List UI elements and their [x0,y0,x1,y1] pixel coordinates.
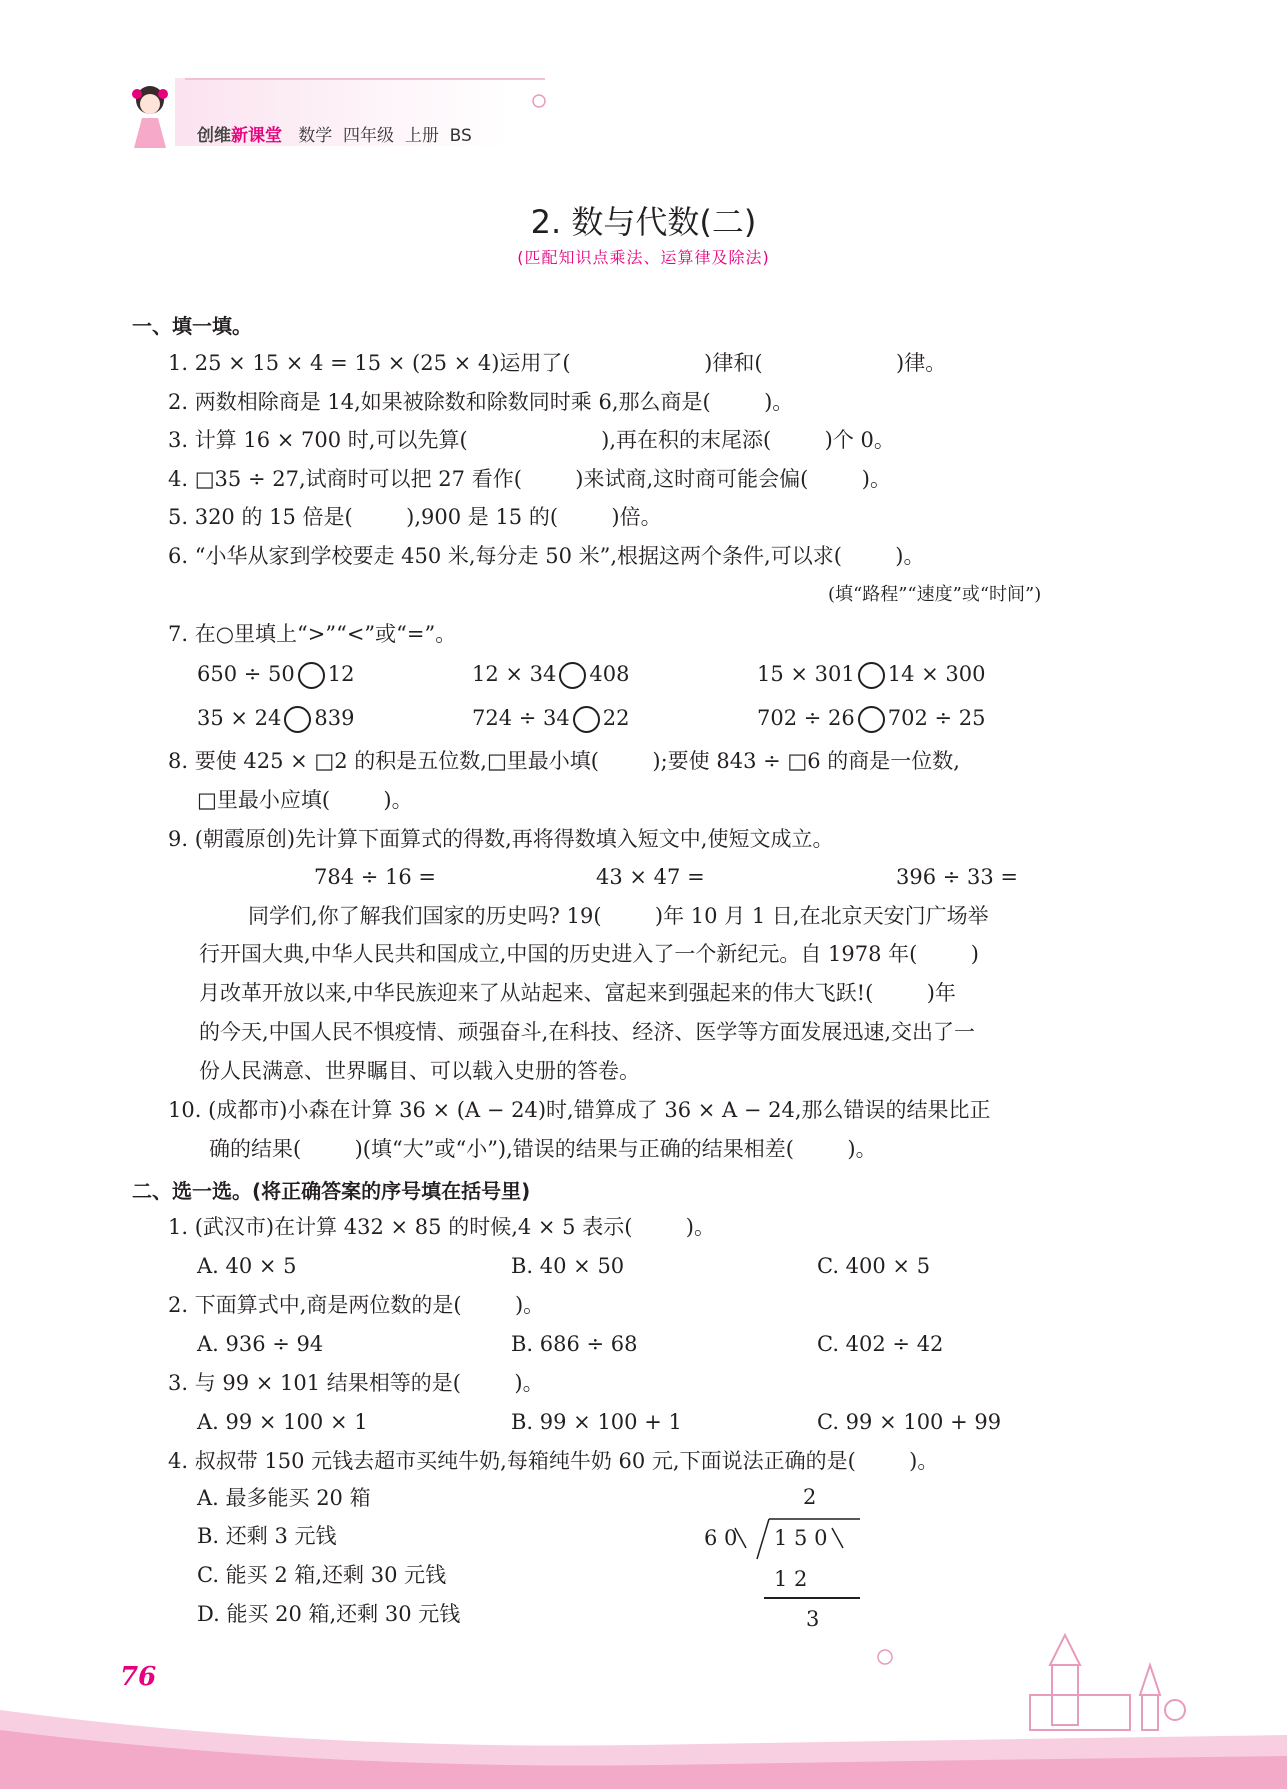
compare-left: 35 × 24 [197,706,282,730]
s1-question-1: 1. 25 × 15 × 4 = 15 × (25 × 4)运用了( )律和( )律。 [168,351,947,375]
option: B. 686 ÷ 68 [511,1332,638,1356]
castle-illustration [1010,1625,1190,1735]
brand-name-a: 创维 [197,126,231,146]
s1-question-5: 5. 320 的 15 倍是( ),900 是 15 的( )倍。 [168,505,662,529]
compare-circle[interactable] [284,706,311,733]
option: C. 400 × 5 [817,1254,931,1278]
s1-question-8b: □里最小应填( )。 [197,788,413,812]
q9-expression: 396 ÷ 33 = [896,865,1019,889]
s1-question-8a: 8. 要使 425 × □2 的积是五位数,□里最小填( );要使 843 ÷ □6 的商是一位数, [168,749,960,773]
division-quotient: 2 [803,1485,817,1509]
compare-item [757,662,986,689]
q9-expression: 43 × 47 = [596,865,705,889]
grade: 四年级 [343,126,395,146]
option: C. 99 × 100 + 99 [817,1410,1002,1434]
division-product: 1 2 [774,1567,808,1591]
option: D. 能买 20 箱,还剩 30 元钱 [197,1602,461,1626]
compare-item [197,706,354,733]
compare-left: 15 × 301 [757,662,855,686]
compare-right: 22 [602,706,630,730]
header-rule [185,78,545,80]
page-number: 76 [120,1662,157,1692]
q9-passage-line: 月改革开放以来,中华民族迎来了从站起来、富起来到强起来的伟大飞跃!( )年 [199,981,956,1005]
s1-question-9: 9. (朝霞原创)先计算下面算式的得数,再将得数填入短文中,使短文成立。 [168,827,834,851]
compare-item [197,662,355,689]
division-dividend: 1 5 0 [774,1526,828,1550]
compare-item [472,706,630,733]
section1-heading: 一、填一填。 [132,314,252,338]
q9-passage-line: 同学们,你了解我们国家的历史吗? 19( )年 10 月 1 日,在北京天安门广场举 [248,904,989,928]
q9-passage-line: 行开国大典,中华人民共和国成立,中国的历史进入了一个新纪元。自 1978 年( ) [199,942,979,966]
option: B. 99 × 100 + 1 [511,1410,682,1434]
option: C. 402 ÷ 42 [817,1332,944,1356]
page-subtitle: (匹配知识点乘法、运算律及除法) [517,248,770,267]
flower-icon [528,92,550,110]
compare-circle[interactable] [858,662,885,689]
compare-circle[interactable] [573,706,600,733]
header-text [197,121,472,146]
s1-question-6: 6. “小华从家到学校要走 450 米,每分走 50 米”,根据这两个条件,可以求( )。 [168,544,925,568]
page-title: 2. 数与代数(二) [530,203,757,241]
compare-right: 408 [589,662,630,686]
s2-question-4: 4. 叔叔带 150 元钱去超市买纯牛奶,每箱纯牛奶 60 元,下面说法正确的是( )。 [168,1449,939,1473]
s2-question-3: 3. 与 99 × 101 结果相等的是( )。 [168,1371,544,1395]
volume: 上册 [404,126,439,146]
s2-question-2: 2. 下面算式中,商是两位数的是( )。 [168,1293,545,1317]
s1-question-2: 2. 两数相除商是 14,如果被除数和除数同时乘 6,那么商是( )。 [168,390,794,414]
section2-heading: 二、选一选。(将正确答案的序号填在括号里) [132,1179,531,1203]
compare-left: 12 × 34 [472,662,557,686]
q9-expression: 784 ÷ 16 = [314,865,437,889]
compare-circle[interactable] [858,706,885,733]
q9-passage-line: 的今天,中国人民不惧疫情、顽强奋斗,在科技、经济、医学等方面发展迅速,交出了一 [199,1020,976,1044]
compare-right: 702 ÷ 25 [887,706,986,730]
edition: BS [449,126,472,146]
division-divisor: 6 0 [704,1526,738,1550]
s1-question-10b: 确的结果( )(填“大”或“小”),错误的结果与正确的结果相差( )。 [209,1137,877,1161]
s1-question-10a: 10. (成都市)小森在计算 36 × (A − 24)时,错算成了 36 × A − 24,那么错误的结果比正 [168,1098,991,1122]
division-rule [764,1597,860,1599]
s1-question-7: 7. 在○里填上“>”“<”或“=”。 [168,622,457,646]
girl-mascot-illustration [120,78,180,150]
s1-question-4: 4. □35 ÷ 27,试商时可以把 27 看作( )来试商,这时商可能会偏( )。 [168,467,891,491]
option: A. 40 × 5 [197,1254,297,1278]
s2-question-1: 1. (武汉市)在计算 432 × 85 的时候,4 × 5 表示( )。 [168,1215,716,1239]
q9-passage-line: 份人民满意、世界瞩目、可以载入史册的答卷。 [199,1059,640,1083]
compare-left: 702 ÷ 26 [757,706,855,730]
compare-item [472,662,629,689]
option: B. 还剩 3 元钱 [197,1524,337,1548]
compare-left: 724 ÷ 34 [472,706,570,730]
compare-item [757,706,986,733]
compare-left: 650 ÷ 50 [197,662,295,686]
compare-circle[interactable] [559,662,586,689]
division-remainder: 3 [806,1607,820,1631]
strike-marks [732,1522,852,1552]
option: A. 99 × 100 × 1 [197,1410,368,1434]
subject: 数学 [298,126,333,146]
option: B. 40 × 50 [511,1254,625,1278]
compare-right: 839 [314,706,355,730]
brand-name-b: 新课堂 [231,126,282,146]
s1-question-6-note: (填“路程”“速度”或“时间”) [828,584,1042,605]
compare-circle[interactable] [298,662,325,689]
compare-right: 14 × 300 [887,662,986,686]
s1-question-3: 3. 计算 16 × 700 时,可以先算( ),再在积的末尾添( )个 0。 [168,428,895,452]
option: A. 最多能买 20 箱 [197,1486,371,1510]
flower-icon [870,1645,900,1669]
option: A. 936 ÷ 94 [197,1332,324,1356]
compare-right: 12 [327,662,355,686]
option: C. 能买 2 箱,还剩 30 元钱 [197,1563,447,1587]
